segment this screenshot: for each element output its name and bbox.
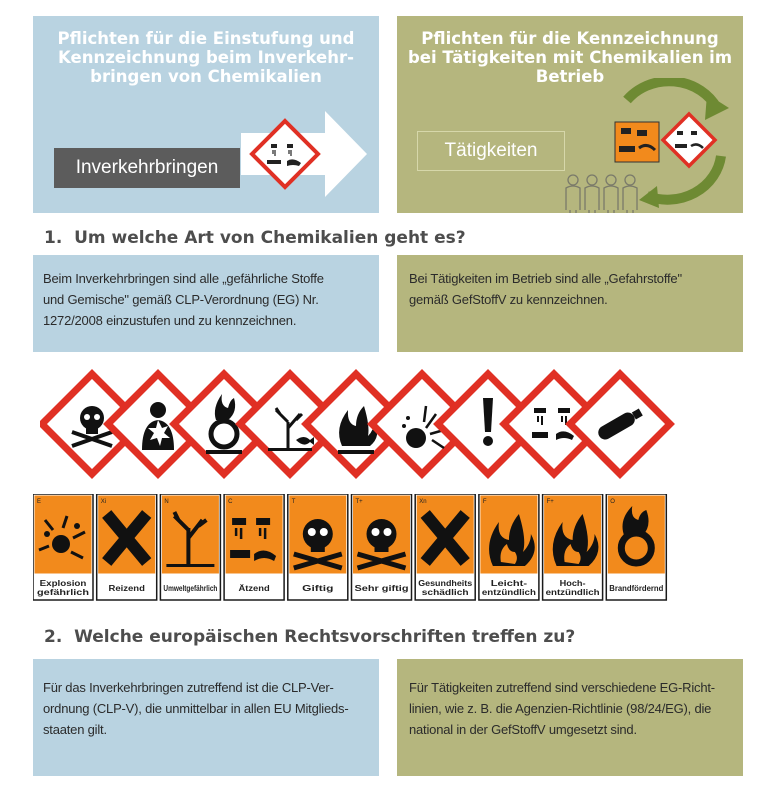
workers-icon: [566, 175, 637, 213]
ghs-corrosion-small-icon: [252, 121, 318, 187]
eu-symbol-label: Hoch-: [559, 579, 586, 588]
eu-symbol-label: Giftig: [302, 584, 334, 593]
section1-right-box: [397, 255, 743, 352]
panel-left-title: Pflichten für die Einstufung und Kennzeichnung beim Inverkehr-bringen von Chemikalien: [57, 29, 355, 86]
panel-inverkehrbringen: [33, 16, 379, 213]
eu-symbol-f: [479, 494, 539, 600]
eu-symbol-background: [226, 496, 283, 574]
eu-symbol-code: O: [610, 499, 615, 505]
eu-symbol-label: schädlich: [421, 588, 469, 597]
label-taetigkeiten: Tätigkeiten: [417, 131, 565, 171]
eu-symbol-o: [606, 494, 666, 600]
eu-symbol-code: T: [291, 499, 296, 505]
eu-symbol-row: [33, 494, 693, 606]
eu-symbol-fplus: [543, 494, 603, 600]
eu-symbol-label: entzündlich: [481, 588, 537, 597]
section1-left-box: [33, 255, 379, 352]
eu-symbol-c: [224, 494, 284, 600]
section1-left-text: Beim Inverkehrbringen sind alle „gefährliche Stoffe und Gemische" gemäß CLP-Verordnung (EG) Nr. 1272/2008 einzustufen und zu kennzeichnen.: [43, 271, 324, 328]
eu-symbol-code: E: [37, 499, 42, 505]
eu-symbol-tplus: [352, 494, 412, 600]
eu-symbol-code: F+: [546, 499, 554, 505]
eu-symbol-xi: [97, 494, 157, 600]
section2-right-text: Für Tätigkeiten zutreffend sind verschiedene EG-Richt-linien, wie z. B. die Agenzien-Richtlinie (98/24/EG), die national in der GefStoffV umgesetzt sind.: [409, 680, 715, 737]
eu-symbol-label: Explosion: [39, 579, 87, 588]
section2-left-text: Für das Inverkehrbringen zutreffend ist die CLP-Ver-ordnung (CLP-V), die unmittelbar in allen EU Mitglieds-staaten gilt.: [43, 680, 349, 737]
ghs-corrosion-small-icon-2: [663, 114, 715, 166]
section2-right-box: [397, 659, 743, 776]
eu-symbol-code: Xn: [419, 499, 427, 505]
section2-heading: 2. Welche europäischen Rechtsvorschriften treffen zu?: [44, 627, 576, 647]
eu-symbol-label: Ätzend: [238, 584, 270, 593]
eu-symbol-code: T+: [355, 499, 363, 505]
eu-symbol-xn: [415, 494, 475, 600]
eu-symbol-e: [33, 494, 93, 600]
eu-symbol-label: Leicht-: [490, 579, 528, 588]
eu-symbol-label: gefährlich: [37, 588, 90, 597]
eu-symbol-code: C: [228, 499, 233, 505]
eu-symbol-code: Xi: [100, 499, 107, 505]
label-inverkehrbringen: Inverkehrbringen: [54, 148, 240, 188]
panel-right-title: Pflichten für die Kennzeichnung bei Tätigkeiten mit Chemikalien im Betrieb: [407, 29, 733, 86]
eu-symbol-label: Gesundheits: [418, 579, 473, 588]
section1-right-text: Bei Tätigkeiten im Betrieb sind alle „Gefahrstoffe" gemäß GefStoffV zu kennzeichnen.: [409, 271, 682, 307]
eu-symbol-code: N: [164, 499, 169, 505]
eu-symbol-label: entzündlich: [545, 588, 600, 597]
panel-taetigkeiten: [397, 16, 743, 213]
gas-cylinder-icon: [570, 374, 670, 474]
section1-heading: 1. Um welche Art von Chemikalien geht es?: [44, 228, 466, 248]
section2-left-box: [33, 659, 379, 776]
eu-corrosive-small-icon: [615, 122, 659, 162]
eu-symbol-label: Reizend: [108, 584, 146, 593]
eu-symbol-t: [288, 494, 348, 600]
eu-symbol-code: F: [482, 499, 487, 505]
eu-symbol-label: Umweltgefährlich: [163, 584, 218, 593]
eu-symbol-label: Brandfördernd: [609, 584, 664, 593]
ghs-pictogram-row: [40, 368, 740, 488]
eu-symbol-label: Sehr giftig: [354, 584, 409, 593]
workplace-cycle-graphic: [557, 78, 743, 213]
eu-symbol-n: [160, 494, 220, 600]
